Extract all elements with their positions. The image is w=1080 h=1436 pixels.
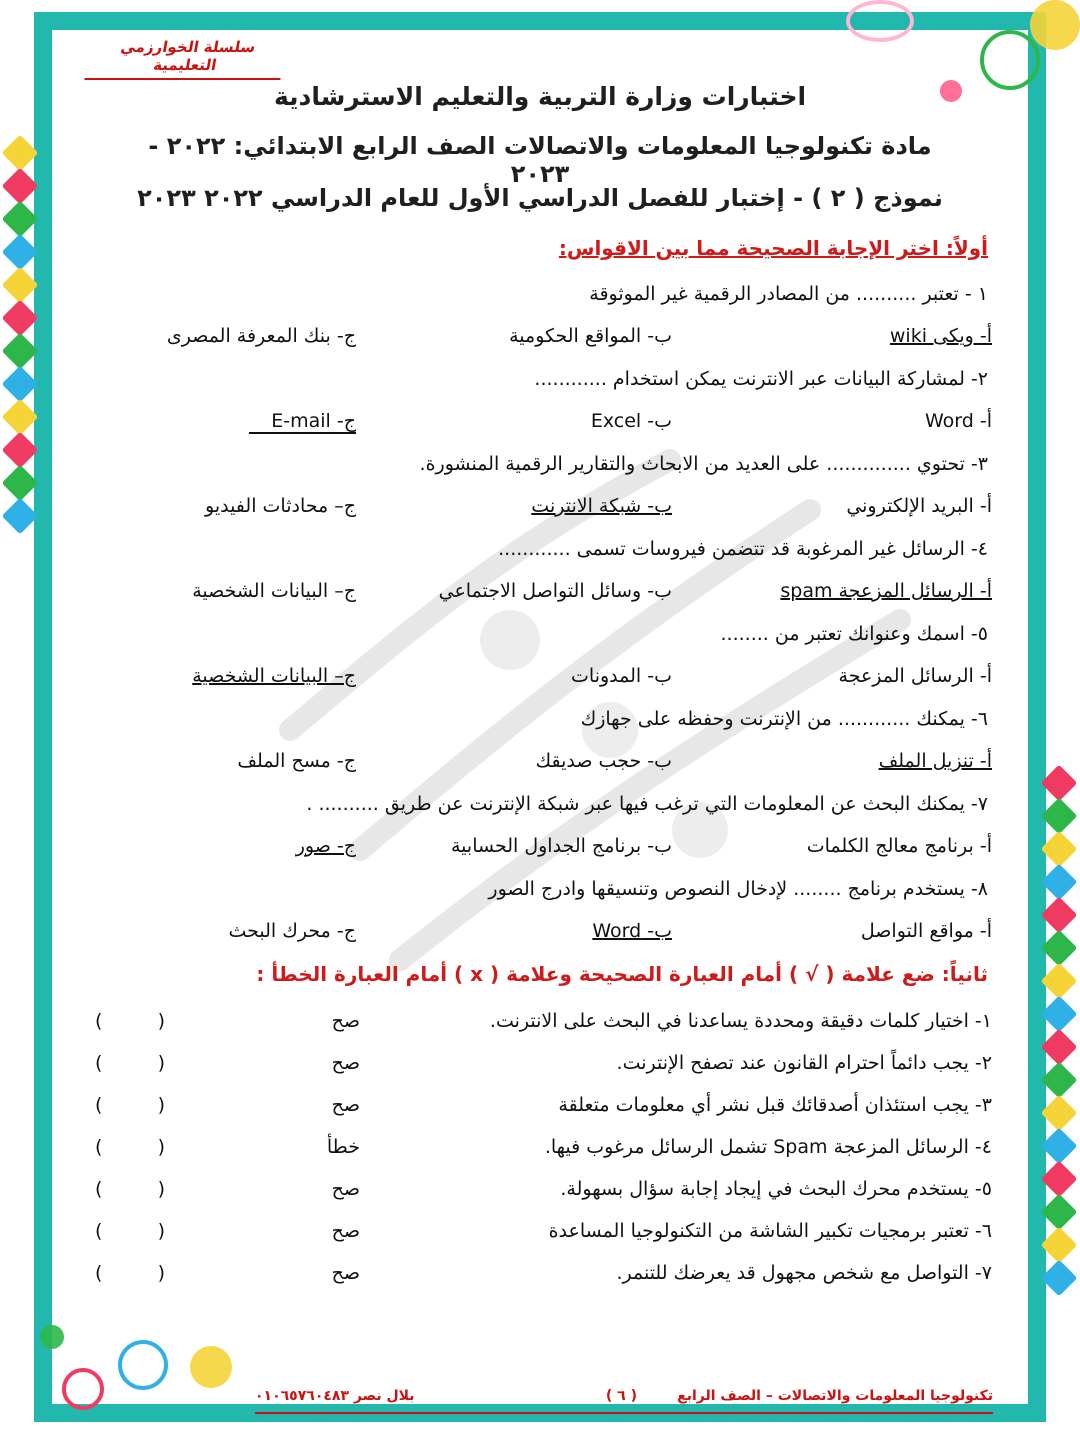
choice-3-b: ب- شبكة الانترنت: [531, 495, 672, 517]
exam-header-title: اختبارات وزارة التربية والتعليم الاسترشادية: [273, 82, 807, 111]
question-8: ٨- يستخدم برنامج ........ لإدخال النصوص وتنسيقها وادرج الصور: [488, 878, 988, 900]
tf-label-2: صح: [331, 1052, 360, 1074]
tf-answer-box-4[interactable]: ( ): [95, 1136, 165, 1158]
question-1: ١ - تعتبر .......... من المصادر الرقمية غير الموثوقة: [589, 283, 988, 305]
choice-2-c: ج- E-mail: [249, 410, 356, 434]
footer-page-number: ( ٦ ): [605, 1388, 637, 1404]
choice-7-c: ج- صور: [295, 835, 356, 857]
tf-item-2: [95, 1052, 992, 1088]
footer-author: بلال نصر ٠١٠٦٥٧٦٠٤٨٣: [255, 1388, 415, 1404]
choice-1-c: ج- بنك المعرفة المصرى: [166, 325, 356, 347]
series-title: سلسلة الخوارزمي التعليمية: [84, 38, 287, 80]
choice-2-b: ب- Excel: [590, 410, 672, 432]
exam-header-model: نموذج ( ٢ ) - إختبار للفصل الدراسي الأول للعام الدراسي ٢٠٢٢ ٢٠٢٣: [137, 184, 943, 212]
choice-4-b: ب- وسائل التواصل الاجتماعي: [438, 580, 672, 602]
section2-title: ثانياً: ضع علامة ( √ ) أمام العبارة الصحيحة وعلامة ( x ) أمام العبارة الخطأ :: [256, 962, 988, 986]
tf-text-4: ٤- الرسائل المزعجة Spam تشمل الرسائل مرغوب فيها.: [544, 1136, 992, 1158]
choice-1-a: أ- ويكى wiki: [889, 325, 992, 347]
choice-8-b: ب- Word: [592, 920, 672, 942]
tf-item-3: [95, 1094, 992, 1130]
tf-text-6: ٦- تعتبر برمجيات تكبير الشاشة من التكنولوجيا المساعدة: [548, 1220, 992, 1242]
tf-answer-box-6[interactable]: ( ): [95, 1220, 165, 1242]
tf-item-7: [95, 1262, 992, 1298]
choice-1-b: ب- المواقع الحكومية: [509, 325, 672, 347]
choice-6-b: ب- حجب صديقك: [535, 750, 672, 772]
tf-item-4: [95, 1136, 992, 1172]
choice-7-b: ب- برنامج الجداول الحسابية: [451, 835, 672, 857]
tf-text-1: ١- اختيار كلمات دقيقة ومحددة يساعدنا في البحث على الانترنت.: [489, 1010, 992, 1032]
exam-header-subject: مادة تكنولوجيا المعلومات والاتصالات الصف الرابع الابتدائي: ٢٠٢٢ - ٢٠٢٣: [148, 132, 932, 188]
question-4: ٤- الرسائل غير المرغوبة قد تتضمن فيروسات تسمى ............: [498, 538, 988, 560]
choice-6-c: ج- مسح الملف: [237, 750, 356, 772]
choice-8-a: أ- مواقع التواصل: [860, 920, 992, 942]
question-3: ٣- تحتوي .............. على العديد من الابحاث والتقارير الرقمية المنشورة.: [419, 453, 988, 475]
tf-label-7: صح: [331, 1262, 360, 1284]
tf-answer-box-3[interactable]: ( ): [95, 1094, 165, 1116]
choice-4-a: أ- الرسائل المزعجة spam: [780, 580, 992, 602]
choice-5-a: أ- الرسائل المزعجة: [838, 665, 992, 687]
tf-item-1: [95, 1010, 992, 1046]
question-7: ٧- يمكنك البحث عن المعلومات التي ترغب فيها عبر شبكة الإنترنت عن طريق .......... .: [306, 793, 988, 815]
tf-answer-box-1[interactable]: ( ): [95, 1010, 165, 1032]
choice-5-b: ب- المدونات: [571, 665, 672, 687]
choice-5-c: ج– البيانات الشخصية: [192, 665, 356, 687]
question-2: ٢- لمشاركة البيانات عبر الانترنت يمكن استخدام ............: [534, 368, 988, 390]
tf-label-4: خطأ: [326, 1136, 360, 1158]
question-6: ٦- يمكنك ............ من الإنترنت وحفظه على جهازك: [580, 708, 988, 730]
footer-subject: تكنولوجيا المعلومات والاتصالات – الصف الرابع: [677, 1388, 993, 1404]
section1-title: أولاً: اختر الإجابة الصحيحة مما بين الاقواس:: [558, 236, 988, 260]
tf-label-3: صح: [331, 1094, 360, 1116]
tf-item-5: [95, 1178, 992, 1214]
choice-6-a: أ- تنزيل الملف: [878, 750, 992, 772]
choice-4-c: ج– البيانات الشخصية: [192, 580, 356, 602]
tf-item-6: [95, 1220, 992, 1256]
choice-8-c: ج- محرك البحث: [228, 920, 356, 942]
tf-text-5: ٥- يستخدم محرك البحث في إيجاد إجابة سؤال بسهولة.: [560, 1178, 992, 1200]
tf-text-7: ٧- التواصل مع شخص مجهول قد يعرضك للتنمر.: [616, 1262, 992, 1284]
choice-3-c: ج– محادثات الفيديو: [205, 495, 356, 517]
tf-text-2: ٢- يجب دائماً احترام القانون عند تصفح الإنترنت.: [616, 1052, 992, 1074]
tf-text-3: ٣- يجب استئذان أصدقائك قبل نشر أي معلومات متعلقة: [558, 1094, 992, 1116]
tf-label-5: صح: [331, 1178, 360, 1200]
tf-answer-box-5[interactable]: ( ): [95, 1178, 165, 1200]
choice-7-a: أ- برنامج معالج الكلمات: [806, 835, 992, 857]
choice-3-a: أ- البريد الإلكتروني: [846, 495, 992, 517]
tf-answer-box-7[interactable]: ( ): [95, 1262, 165, 1284]
question-5: ٥- اسمك وعنوانك تعتبر من ........: [720, 623, 988, 645]
choice-2-a: أ- Word: [924, 410, 992, 432]
page-footer: [255, 1384, 993, 1414]
tf-label-6: صح: [331, 1220, 360, 1242]
tf-label-1: صح: [331, 1010, 360, 1032]
tf-answer-box-2[interactable]: ( ): [95, 1052, 165, 1074]
